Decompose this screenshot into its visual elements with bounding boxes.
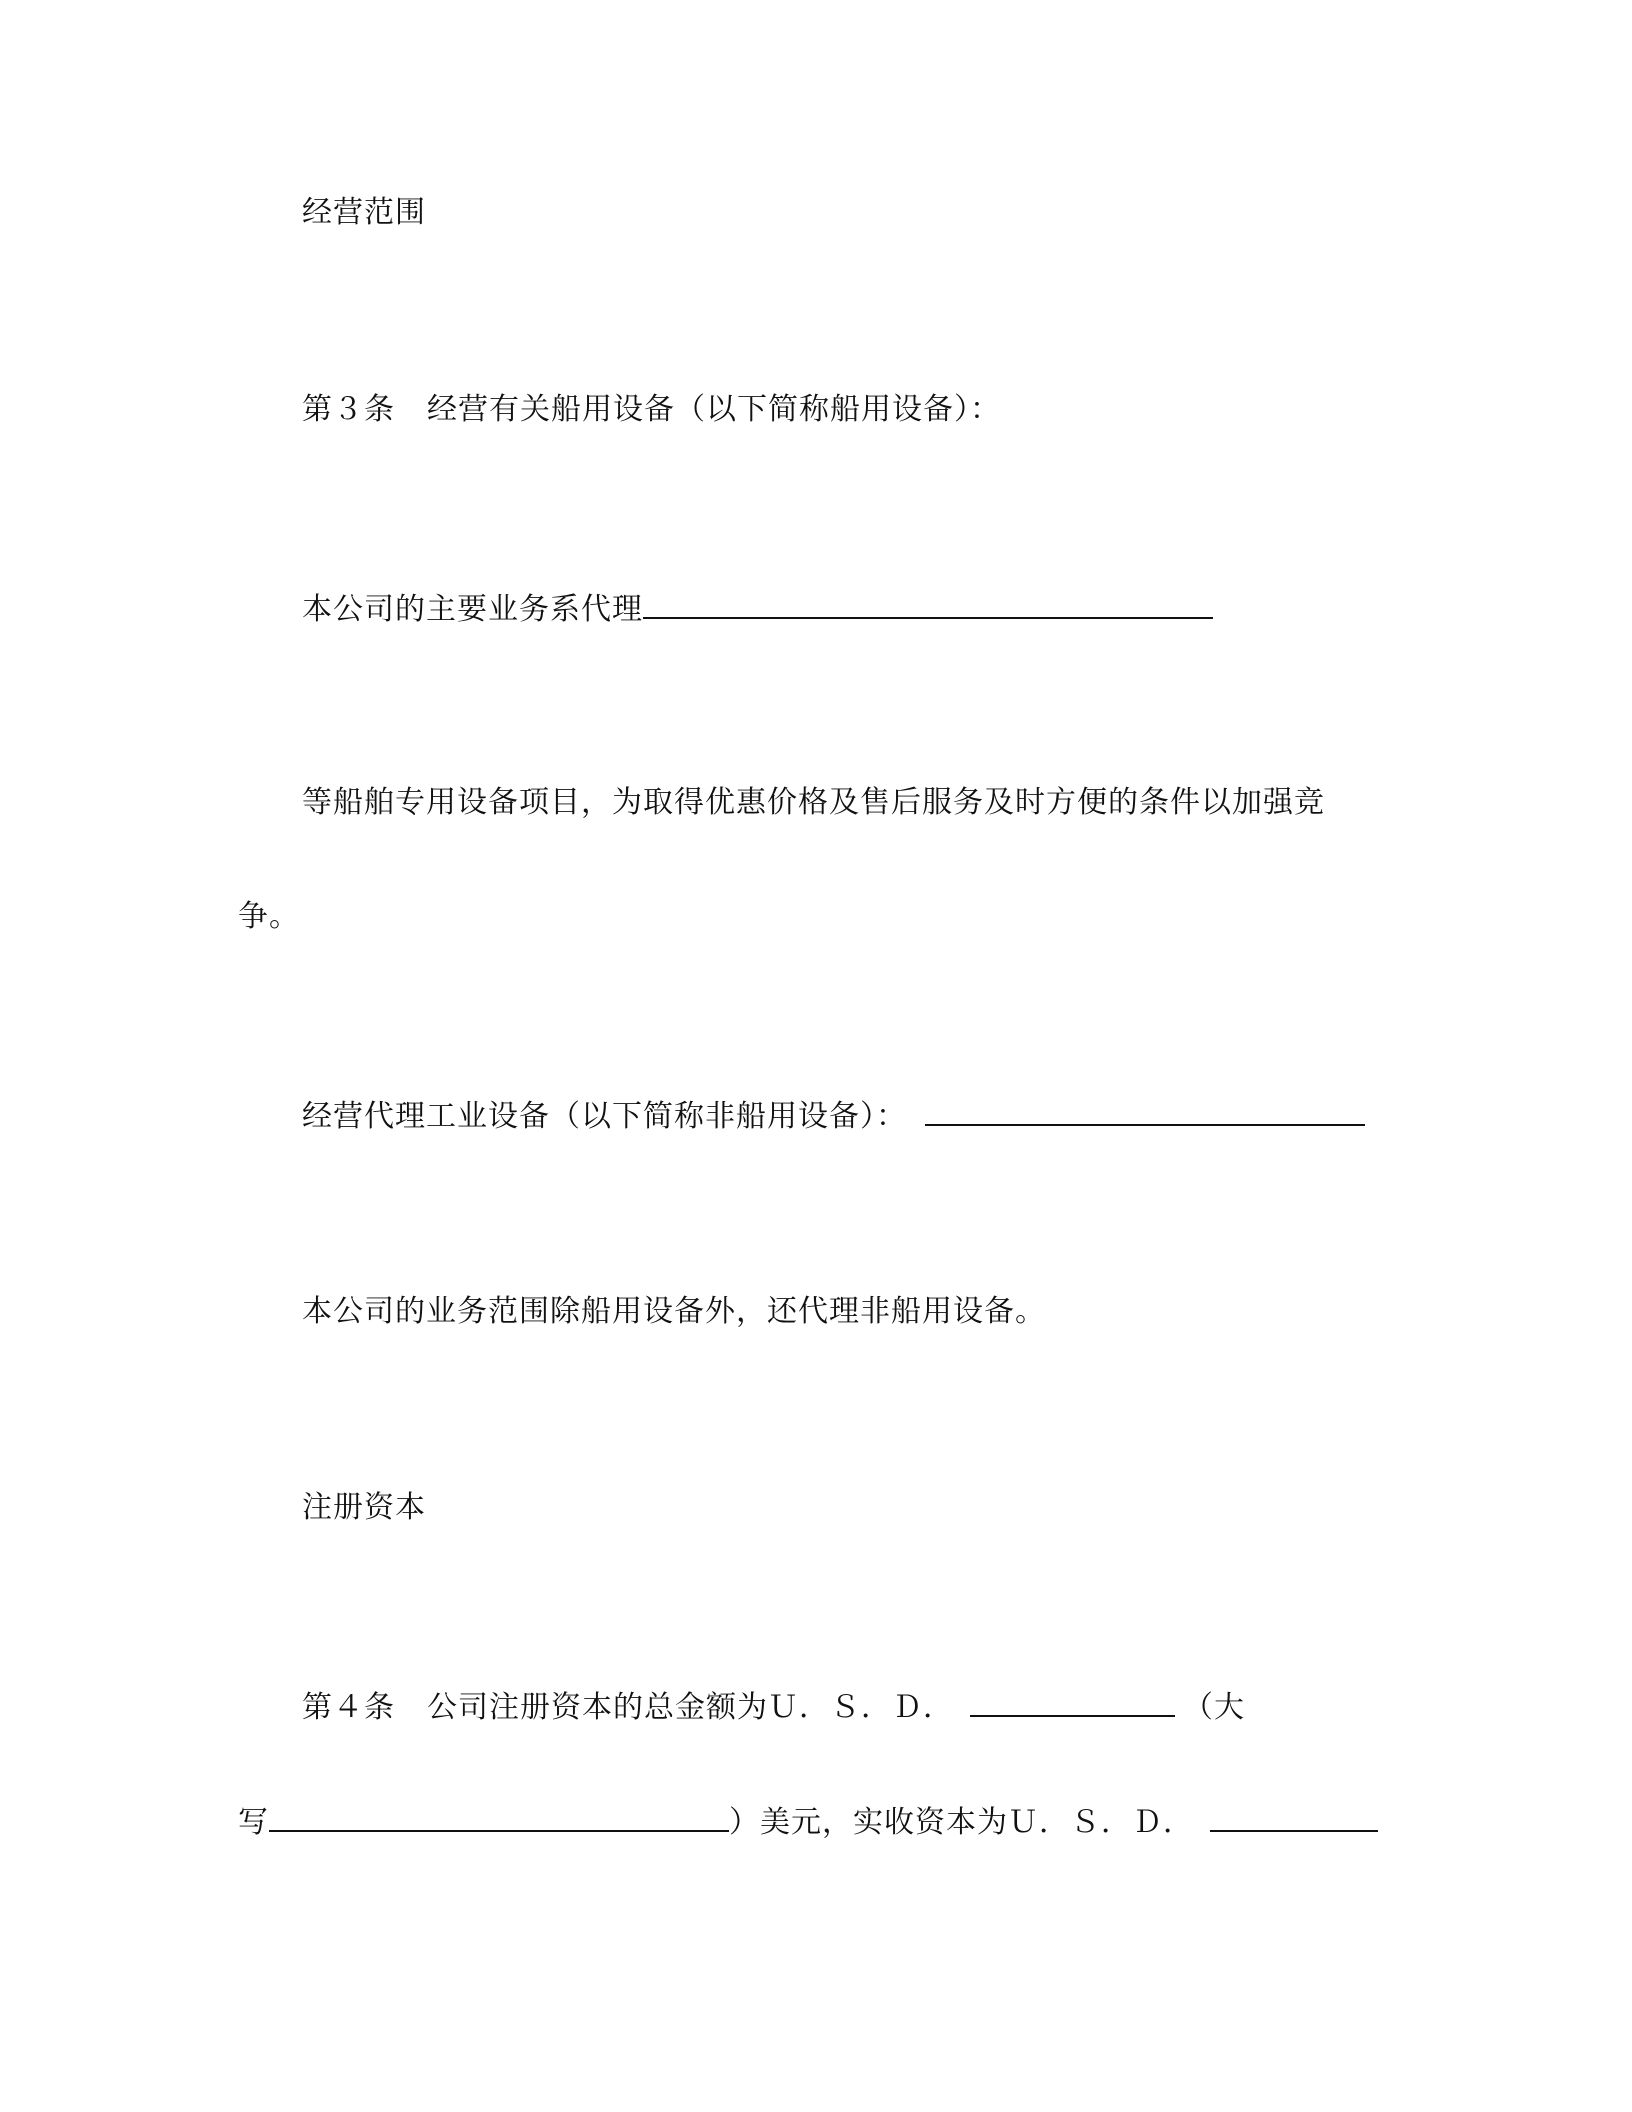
industrial-equipment-text: 经营代理工业设备（以下简称非船用设备）：: [302, 1099, 907, 1134]
ship-equipment-text-2: 争。: [238, 899, 300, 934]
main-business-line: [302, 587, 1213, 630]
article-3: [302, 390, 1001, 430]
paid-in-capital-blank[interactable]: [1210, 1800, 1378, 1832]
ship-equipment-line-2: [238, 897, 300, 937]
article-4: [302, 1685, 1245, 1728]
article-4-label: 第４条: [302, 1690, 395, 1725]
ship-equipment-text-1: 等船舶专用设备项目，为取得优惠价格及售后服务及时方便的条件以加强竞: [302, 785, 1325, 820]
capital-in-words-blank[interactable]: [269, 1800, 729, 1832]
ship-equipment-line-1: [302, 783, 1325, 823]
main-business-blank[interactable]: [643, 587, 1213, 619]
article-4-mid-text: ）美元，实收资本为Ｕ．Ｓ．Ｄ．: [729, 1805, 1194, 1840]
article-4-text: 公司注册资本的总金额为Ｕ．Ｓ．Ｄ．: [427, 1690, 954, 1725]
business-scope-note-text: 本公司的业务范围除船用设备外，还代理非船用设备。: [302, 1294, 1046, 1329]
industrial-equipment-line: [302, 1094, 1365, 1137]
total-capital-blank[interactable]: [970, 1685, 1175, 1717]
heading-registered-capital: [302, 1488, 426, 1528]
industrial-equipment-blank[interactable]: [925, 1094, 1365, 1126]
article-4-capital-open: （大: [1183, 1690, 1245, 1725]
heading-registered-capital-text: 注册资本: [302, 1490, 426, 1525]
business-scope-note: [302, 1292, 1046, 1332]
article-4-capital-char: 写: [238, 1805, 269, 1840]
heading-business-scope-text: 经营范围: [302, 195, 426, 230]
article-3-text: 经营有关船用设备（以下简称船用设备）：: [427, 392, 1001, 427]
heading-business-scope: [302, 193, 426, 233]
article-4-continuation: [238, 1800, 1378, 1843]
main-business-text: 本公司的主要业务系代理: [302, 592, 643, 627]
article-3-label: 第３条: [302, 392, 395, 427]
